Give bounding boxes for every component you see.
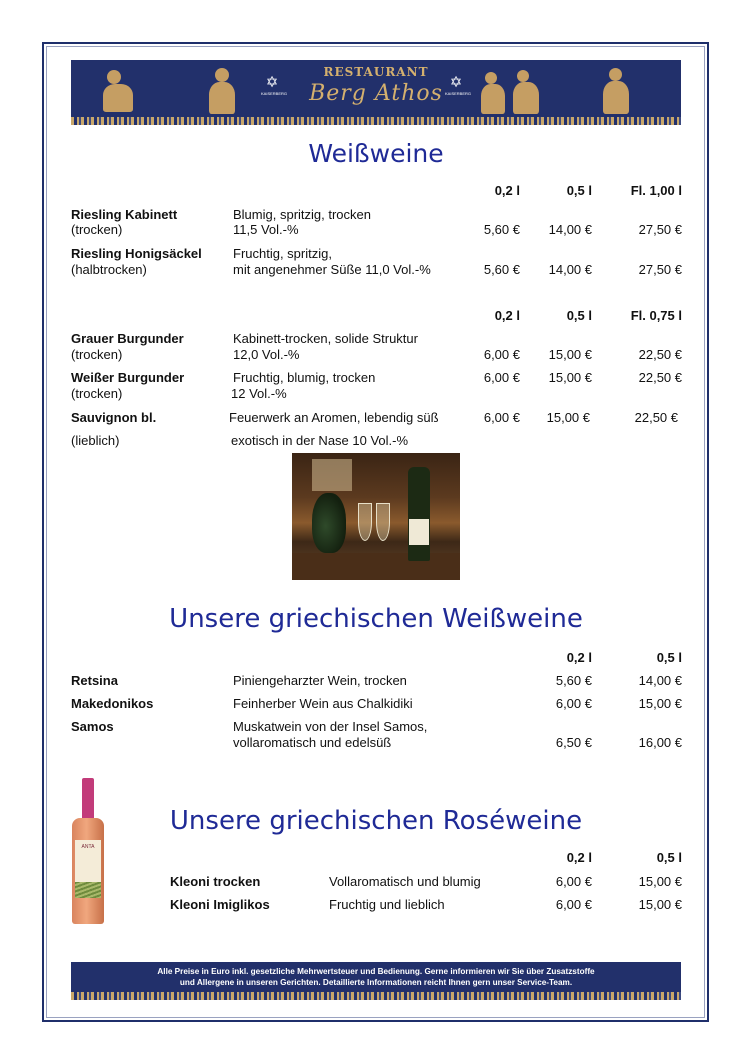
wine-table-photo: [292, 453, 460, 580]
price: 6,50 €: [555, 735, 592, 750]
header-banner: [71, 60, 681, 118]
badge-text: KAISERBERG: [445, 91, 472, 96]
price: 6,00 €: [483, 347, 520, 362]
wine-sub: (trocken): [71, 347, 123, 362]
wine-name: Kleoni Imiglikos: [170, 897, 270, 912]
star-icon: ✡: [449, 74, 463, 91]
col-header-02: 0,2 l: [494, 183, 520, 198]
col-header-02: 0,2 l: [494, 308, 520, 323]
price: 6,00 €: [555, 874, 592, 889]
price: 14,00 €: [638, 673, 682, 688]
price: 15,00 €: [548, 370, 592, 385]
badge-right: [445, 74, 472, 103]
price: 14,00 €: [548, 262, 592, 277]
price: 15,00 €: [548, 347, 592, 362]
price: 22,50 €: [638, 347, 682, 362]
wine-name: Weißer Burgunder: [71, 370, 185, 385]
bottle-label-text: ANTA: [81, 844, 95, 850]
wine-sub: (trocken): [71, 222, 123, 237]
price: 27,50 €: [638, 262, 682, 277]
price: 6,00 €: [483, 370, 520, 385]
wine-desc: Fruchtig, spritzig,: [233, 246, 332, 261]
restaurant-name: Berg Athos: [309, 81, 443, 106]
price: 6,00 €: [483, 410, 520, 425]
price: 27,50 €: [638, 222, 682, 237]
price: 5,60 €: [555, 673, 592, 688]
wine-name: Kleoni trocken: [170, 874, 261, 889]
price: 6,00 €: [555, 696, 592, 711]
wine-name: Riesling Honigsäckel: [71, 246, 202, 261]
wine-desc: Vollaromatisch und blumig: [329, 874, 481, 889]
col-header-05: 0,5 l: [566, 183, 592, 198]
price: 5,60 €: [483, 222, 520, 237]
wine-desc: vollaromatisch und edelsüß: [233, 735, 392, 750]
wine-desc: 12,0 Vol.-%: [233, 347, 300, 362]
wine-desc: exotisch in der Nase 10 Vol.-%: [231, 433, 409, 448]
wine-desc: Blumig, spritzig, trocken: [233, 207, 371, 222]
col-header-02: 0,2 l: [566, 650, 592, 665]
price: 5,60 €: [483, 262, 520, 277]
wine-desc: Piniengeharzter Wein, trocken: [233, 673, 407, 688]
wine-desc: Muskatwein von der Insel Samos,: [233, 719, 428, 734]
col-header-05: 0,5 l: [656, 850, 682, 865]
wine-name: Grauer Burgunder: [71, 331, 184, 346]
meander-border: [71, 117, 681, 125]
wine-desc: 12 Vol.-%: [231, 386, 287, 401]
greek-figure-icon: [595, 64, 639, 114]
wine-name: Retsina: [71, 673, 118, 688]
wine-desc: Kabinett-trocken, solide Struktur: [233, 331, 418, 346]
price: 15,00 €: [638, 874, 682, 889]
badge-text: KAISERBERG: [261, 91, 288, 96]
wine-desc: Fruchtig und lieblich: [329, 897, 445, 912]
col-header-05: 0,5 l: [656, 650, 682, 665]
price: 15,00 €: [638, 897, 682, 912]
section-title-greek-white: Unsere griechischen Weißweine: [169, 604, 583, 634]
col-header-fl: Fl. 1,00 l: [630, 183, 682, 198]
price: 22,50 €: [638, 370, 682, 385]
wine-desc: Fruchtig, blumig, trocken: [233, 370, 376, 385]
price: 16,00 €: [638, 735, 682, 750]
col-header-02: 0,2 l: [566, 850, 592, 865]
wine-name: Riesling Kabinett: [71, 207, 178, 222]
restaurant-label: RESTAURANT: [323, 65, 429, 79]
wine-desc: 11,5 Vol.-%: [233, 222, 299, 237]
wine-desc: Feinherber Wein aus Chalkidiki: [233, 696, 413, 711]
wine-sub: (lieblich): [71, 433, 120, 448]
star-icon: ✡: [265, 74, 279, 91]
col-header-fl: Fl. 0,75 l: [630, 308, 682, 323]
wine-name: Samos: [71, 719, 114, 734]
wine-desc: mit angenehmer Süße 11,0 Vol.-%: [233, 262, 431, 277]
rose-wine-bottle-image: [70, 778, 106, 924]
price: 6,00 €: [555, 897, 592, 912]
price: 15,00 €: [638, 696, 682, 711]
footer-line-1: Alle Preise in Euro inkl. gesetzliche Mehrwertsteuer und Bedienung. Gerne informieren wir Sie über Zusatzstoffe: [157, 967, 595, 976]
col-header-05: 0,5 l: [566, 308, 592, 323]
footer-notice: [71, 962, 681, 992]
footer-line-2: und Allergene in unseren Gerichten. Detaillierte Informationen reicht Ihnen gern unser Service-Team.: [179, 978, 573, 987]
wine-sub: (trocken): [71, 386, 123, 401]
meander-border: [71, 992, 681, 1000]
wine-name: Makedonikos: [71, 696, 154, 711]
price: 15,00 €: [546, 410, 590, 425]
section-title-weissweine: Weißweine: [308, 139, 444, 168]
wine-desc: Feuerwerk an Aromen, lebendig süß: [229, 410, 439, 425]
price: 22,50 €: [634, 410, 678, 425]
price: 14,00 €: [548, 222, 592, 237]
wine-sub: (halbtrocken): [71, 262, 147, 277]
greek-figure-icon: [481, 64, 545, 114]
wine-name: Sauvignon bl.: [71, 410, 157, 425]
section-title-greek-rose: Unsere griechischen Roséweine: [169, 806, 583, 836]
